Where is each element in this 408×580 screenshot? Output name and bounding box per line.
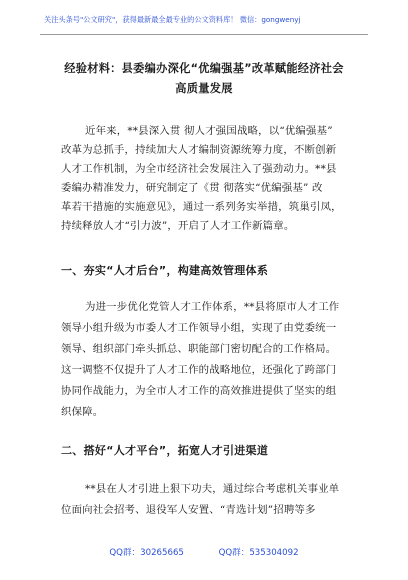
header-banner: 关注头条号"公文研究"，获得最新最全最专业的公文资料库！ 微信：gongwenyj [44,15,301,24]
section2-line: 位面向社会招考、退役军人安置、“青选计划”招聘等多 [61,504,316,516]
section1-line: 织保障。 [61,406,104,418]
section1-line: 这一调整不仅提升了人才工作的战略地位，还强化了跨部门 [61,364,337,376]
document-title-line2: 高质量发展 [175,82,233,95]
section1-line: 协同作战能力，为全市人才工作的高效推进提供了坚实的组 [61,385,337,397]
header-divider [40,34,368,35]
section1-line: 领导、组织部门牵头抓总、职能部门密切配合的工作格局。 [61,343,337,355]
footer-qq-group-1: QQ群：30265665 [109,548,184,558]
section2-line: **县在人才引进上狠下功夫，通过综合考虑机关事业单 [85,483,340,495]
intro-line: 人才工作机制，为全市经济社会发展注入了强劲动力。**县 [61,163,337,175]
intro-line: 改革为总抓手，持续加大人才编制资源统筹力度，不断创新 [61,144,337,156]
section2-heading: 二、搭好“人才平台”，拓宽人才引进渠道 [61,444,269,457]
footer-qq-group-2: QQ群：535304092 [218,548,299,558]
section1-heading: 一、夯实“人才后台”，构建高效管理体系 [61,264,269,277]
intro-line: 近年来，**县深入贯 彻人才强国战略，以“优编强基” [85,125,333,137]
intro-line: 革若干措施的实施意见》，通过一系列务实举措，筑巢引凤， [61,201,342,213]
section1-line: 领导小组升级为市委人才工作领导小组，实现了由党委统一 [61,322,337,334]
intro-line: 持续释放人才“引力波”，开启了人才工作新篇章。 [61,220,295,232]
document-title-line1: 经验材料：县委编办深化“优编强基”改革赋能经济社会 [64,62,344,75]
section1-line: 为进一步优化党管人才工作体系，**县将原市人才工作 [85,301,340,313]
footer-contact [0,546,408,558]
intro-line: 委编办精准发力，研究制定了《贯 彻落实“优编强基” 改 [61,182,323,194]
